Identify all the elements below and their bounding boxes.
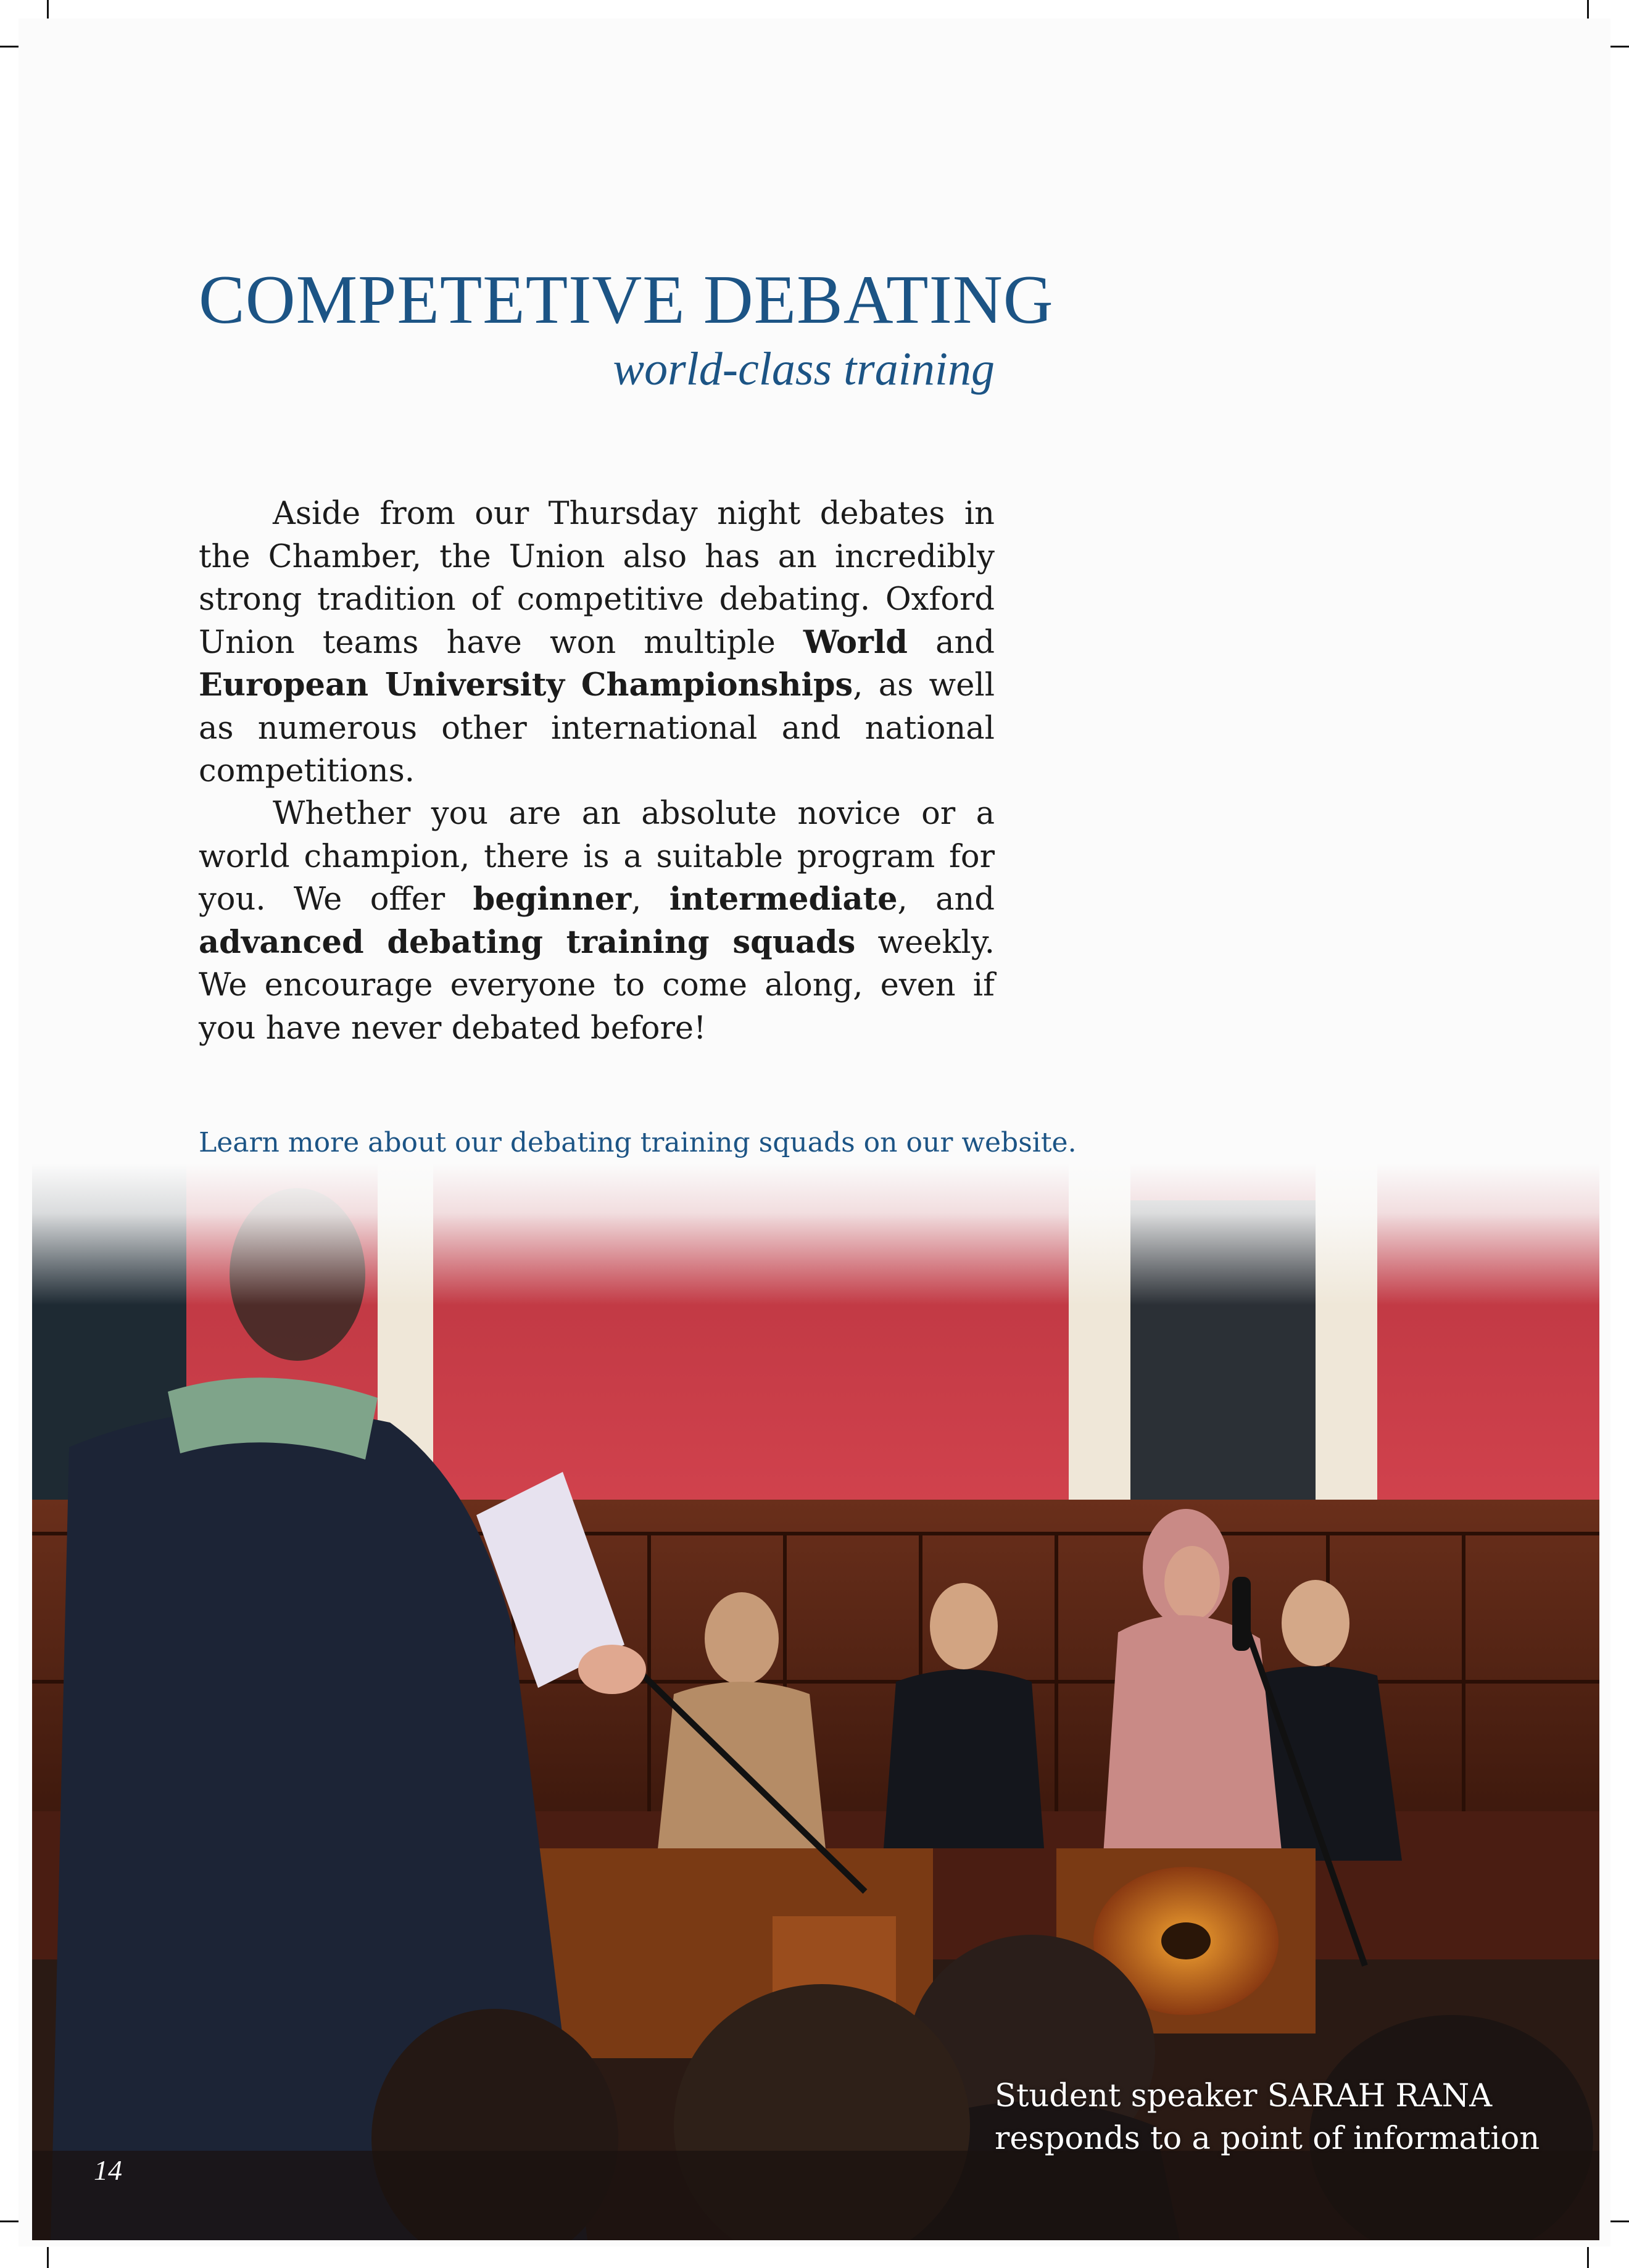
crop-mark bbox=[47, 2247, 49, 2268]
crop-mark bbox=[47, 0, 49, 21]
page-number: 14 bbox=[94, 2154, 122, 2186]
page-title: COMPETETIVE DEBATING bbox=[199, 262, 1054, 338]
photo-caption bbox=[995, 2075, 1550, 2160]
crop-mark bbox=[0, 2220, 21, 2222]
crop-mark bbox=[1587, 2247, 1589, 2268]
crop-mark bbox=[1608, 2220, 1629, 2222]
programs-paragraph: Whether you are an absolute novice or a world champion, there is a suitable program for you. We offer beginner, intermediate, and advanced debating training squads weekly. We encourage everyone to come along, even if you have never debated before! bbox=[199, 795, 995, 1047]
crop-mark bbox=[1608, 46, 1629, 48]
crop-mark bbox=[1587, 0, 1589, 21]
page-subtitle: world-class training bbox=[613, 343, 995, 395]
caption-line-2: responds to a point of information bbox=[995, 2121, 1540, 2157]
photo-top-fade bbox=[32, 1163, 1599, 1305]
intro-paragraph: Aside from our Thursday night debates in the Chamber, the Union also has an incredibly strong tradition of competitive debating. Oxford Union teams have won multiple World and European University Championships, as well as numerous other international and national competitions. bbox=[199, 496, 995, 789]
crop-mark bbox=[0, 46, 21, 48]
training-squads-link[interactable]: Learn more about our debating training squads on our website. bbox=[199, 1127, 1077, 1158]
caption-line-1: Student speaker SARAH RANA bbox=[995, 2078, 1493, 2114]
